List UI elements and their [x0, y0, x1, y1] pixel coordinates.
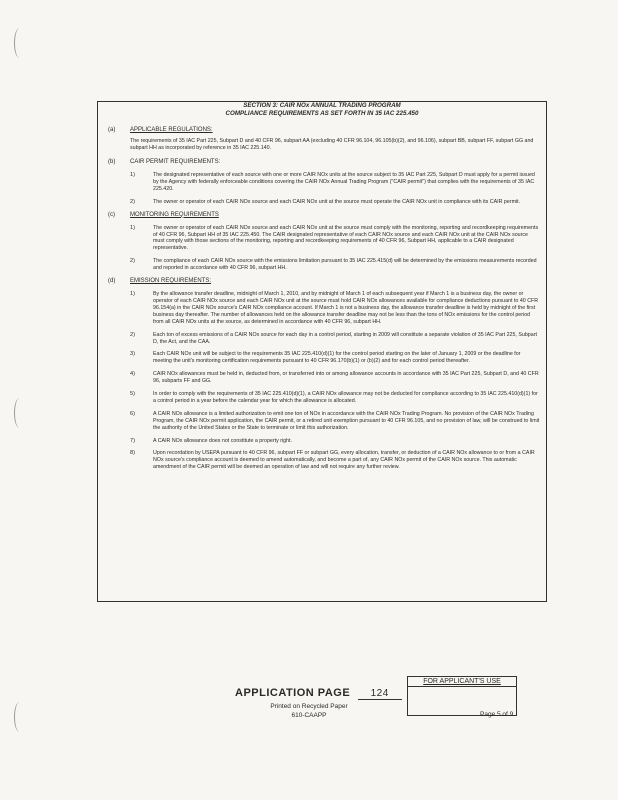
section-letter: (a): [108, 127, 116, 133]
item-number: 1): [130, 291, 135, 298]
list-item: [108, 351, 540, 365]
section-title: APPLICABLE REGULATIONS:: [130, 127, 213, 133]
section-letter: (b): [108, 159, 116, 165]
application-page-label: APPLICATION PAGE: [235, 687, 351, 699]
item-text: In order to comply with the requirements of 35 IAC 225.410(d)(1), a CAIR NOx allowance may not be deducted for compliance according to 35 IAC 225.410(d)(1) for a control period in a year before the calendar year for which the allowance is allocated.: [153, 391, 538, 404]
item-text: Each CAIR NOx unit will be subject to the requirements 35 IAC 225.410(d)(1) for the control period starting on the later of January 1, 2009 or the deadline for meeting the unit's monitoring certification requirements pursuant to 40 CFR 96.170(b)(1) or (b)(2) and for each control period thereafter.: [153, 351, 521, 365]
item-number: 2): [130, 198, 135, 205]
list-item: [108, 450, 540, 471]
list-item: [108, 411, 540, 432]
section-a: [108, 127, 540, 152]
item-text: A CAIR NOx allowance is a limited authorization to emit one ton of NOx in accordance with the CAIR NOx Trading Program. No provision of the CAIR NOx Trading Program, the CAIR NOx permit application, the CAIR permit, or a retired unit exemption pursuant to 40 CFR 96.105, and no provision of law, will be construed to limit the authority of the United States or the State to terminate or limit this authorization.: [153, 410, 540, 431]
item-number: 5): [130, 391, 135, 398]
section-c: [108, 212, 540, 272]
section-b: [108, 159, 540, 206]
printed-on-recycled-paper: Printed on Recycled Paper: [270, 703, 348, 710]
applicant-use-label: FOR APPLICANT'S USE: [408, 677, 516, 687]
form-code: 610-CAAPP: [291, 712, 327, 719]
list-item: [108, 225, 540, 253]
item-number: 7): [130, 437, 135, 444]
application-page-row: [235, 687, 402, 700]
binder-hole-mark: [14, 398, 25, 428]
section-paragraph: The requirements of 35 IAC Part 225, Subpart D and 40 CFR 96, subpart AA (excluding 40 CFR 96.104, 96.105(b)(2), and 96.106), subpart BB, subpart FF, subpart GG and subpart HH as incorporated by reference in 35 IAC 225.140.: [130, 138, 534, 151]
list-item: [108, 172, 540, 193]
item-number: 3): [130, 351, 135, 358]
item-number: 8): [130, 450, 135, 457]
list-item: [108, 438, 540, 445]
section-title: CAIR PERMIT REQUIREMENTS:: [130, 159, 221, 165]
section-letter: (c): [108, 211, 115, 218]
item-number: 6): [130, 410, 135, 417]
section-title: MONITORING REQUIREMENTS: [130, 211, 219, 218]
item-text: The owner or operator of each CAIR NOx source and each CAIR NOx unit at the source must operate the CAIR NOx unit in compliance with its CAIR permit.: [153, 198, 521, 205]
form-frame: [97, 101, 547, 602]
list-item: [108, 199, 540, 206]
item-number: 1): [130, 172, 135, 178]
item-text: By the allowance transfer deadline, midnight of March 1, 2010, and by midnight of March 1 of each subsequent year if March 1 is a business day, the owner or operator of each CAIR NOx source and each CAIR NOx unit at the source must hold CAIR NOx allowances available for compliance deductions pursuant to 40 CFR 96.154(a) in the CAIR NOx source's CAIR NOx compliance account. If March 1 is not a business day, the allowance transfer deadline is held by midnight of the first business day thereafter. The number of allowances held on the allowance transfer deadline may not be less than the tons of NOx emissions for the control period from all CAIR NOx units at the source, as determined in accordance with 40 CFR 96, subpart HH.: [153, 291, 539, 325]
section-header-line-1: SECTION 3: CAIR NOx ANNUAL TRADING PROGRAM: [243, 102, 401, 109]
item-number: 4): [130, 371, 135, 378]
item-text: Upon recordation by USEPA pursuant to 40 CFR 96, subpart FF or subpart GG, every allocation, transfer, or deduction of a CAIR NOx allowance to or from a CAIR NOx source's compliance account is deemed to amend automatically, and become a part of, any CAIR NOx permit of the CAIR NOx source. This automatic amendment of the CAIR permit will be deemed an operation of law and will not require any further review.: [153, 450, 535, 471]
application-page-number: 124: [358, 688, 402, 700]
item-text: Each ton of excess emissions of a CAIR NOx source for each day in a control period, starting in 2009 will constitute a separate violation of 35 IAC Part 225, Subpart D, the Act, and the CAA.: [153, 331, 537, 345]
item-text: A CAIR NOx allowance does not constitute a property right.: [153, 437, 292, 444]
item-text: The compliance of each CAIR NOx source with the emissions limitation pursuant to 35 IAC 225.415(d) will be determined by the emissions measurements recorded and reported in accordance with 40 CFR 96, subpart HH.: [153, 258, 537, 272]
list-item: [108, 332, 540, 346]
applicant-use-box: [407, 676, 517, 716]
page-number: Page 5 of 9: [480, 711, 514, 718]
section-title: EMISSION REQUIREMENTS:: [130, 278, 212, 285]
binder-hole-mark: [14, 28, 25, 58]
list-item: [108, 258, 540, 272]
list-item: [108, 291, 540, 326]
section-header-line-2: COMPLIANCE REQUIREMENTS AS SET FORTH IN 35 IAC 225.450: [225, 110, 419, 117]
section-d: [108, 278, 540, 471]
section-letter: (d): [108, 278, 116, 285]
list-item: [108, 391, 540, 405]
list-item: [108, 371, 540, 385]
item-text: The owner or operator of each CAIR NOx source and each CAIR NOx unit at the source must comply with the monitoring, reporting and recordkeeping requirements of 40 CFR 96, Subpart HH of 35 IAC 225.450. The CAIR designated representative of each CAIR NOx source and each CAIR NOx unit at the CAIR NOx source must comply with those sections of the monitoring, reporting and recordkeeping requirements of 40 CFR 96, Subpart HH, applicable to a CAIR designated representative.: [153, 224, 539, 252]
item-number: 2): [130, 258, 135, 265]
item-number: 1): [130, 224, 135, 231]
item-number: 2): [130, 331, 135, 338]
section-header: [98, 102, 546, 118]
item-text: The designated representative of each source with one or more CAIR NOx units at the source subject to 35 IAC Part 225, Subpart D must apply for a permit issued by the Agency with federally enforceable conditions covering the CAIR NOx Annual Trading Program ("CAIR permit") that complies with the requirements of 35 IAC 225.420.: [153, 172, 535, 192]
item-text: CAIR NOx allowances must be held in, deducted from, or transferred into or among allowance accounts in accordance with 35 IAC Part 225, Subpart D, and 40 CFR 96, subparts FF and GG.: [153, 371, 539, 385]
